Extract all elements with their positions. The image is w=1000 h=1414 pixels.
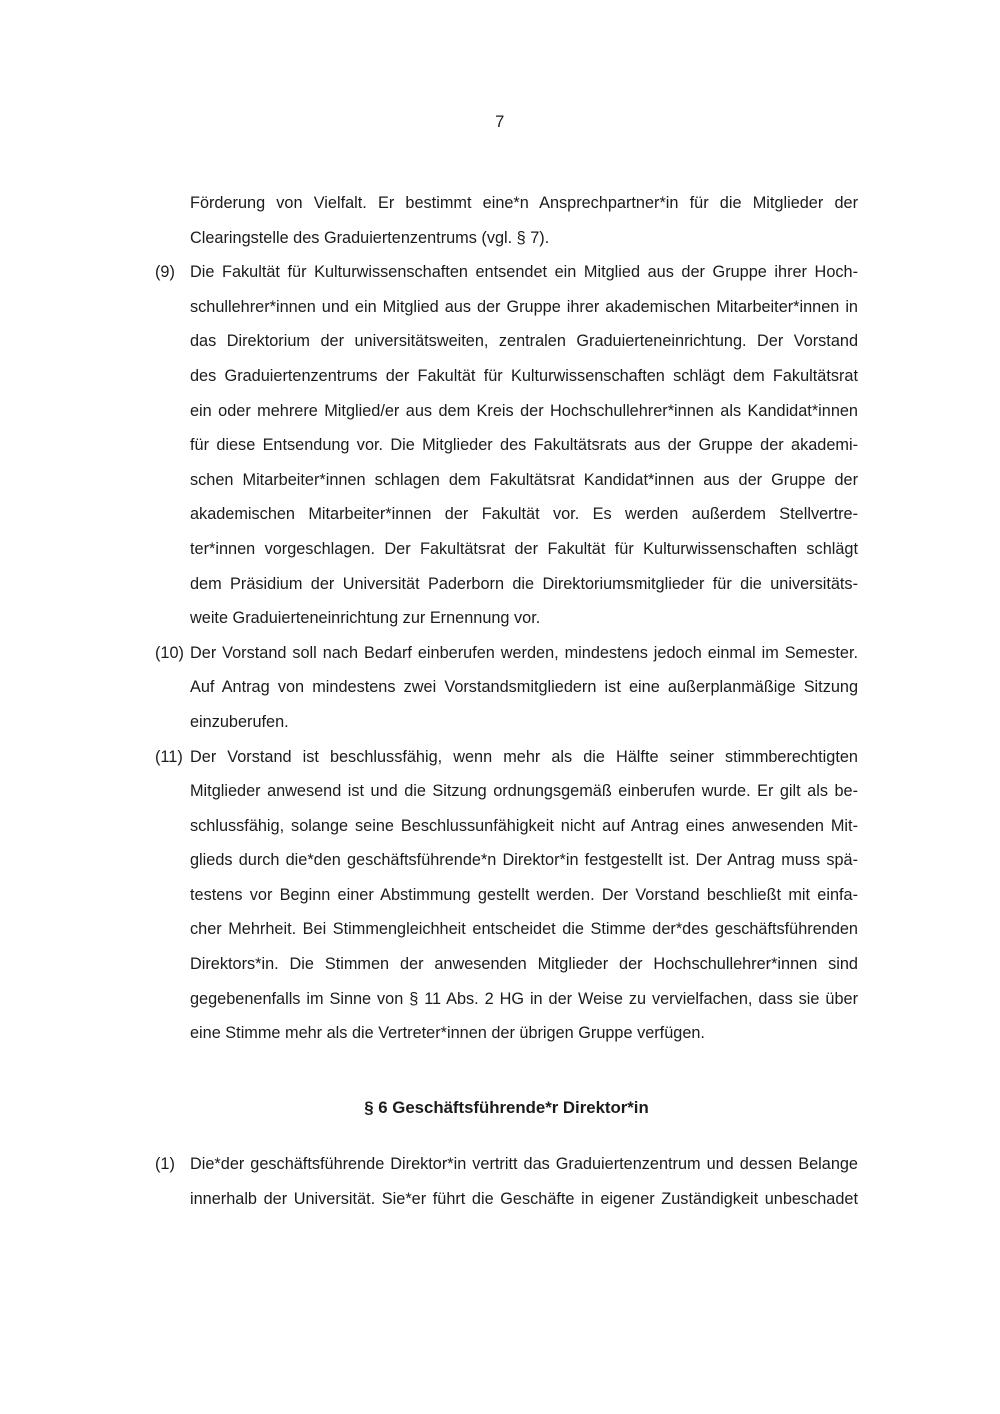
text-line: für diese Entsendung vor. Die Mitglieder des Fakultätsrats aus der Gruppe der akademi- — [190, 436, 858, 455]
text-line: einzuberufen. — [190, 712, 289, 731]
paragraph-lines — [190, 186, 858, 255]
text-line: ter*innen vorgeschlagen. Der Fakultätsrat der Fakultät für Kulturwissenschaften schlägt — [190, 539, 858, 558]
text-line: Die Fakultät für Kulturwissenschaften entsendet ein Mitglied aus der Gruppe ihrer Hoch- — [190, 263, 858, 282]
text-line: cher Mehrheit. Bei Stimmengleichheit entscheidet die Stimme der*des geschäftsführenden — [190, 920, 858, 939]
paragraph-lines — [190, 1147, 858, 1216]
text-line: glieds durch die*den geschäftsführende*n Direktor*in festgestellt ist. Der Antrag muss spä- — [190, 851, 858, 870]
text-line: schlussfähig, solange seine Beschlussunfähigkeit nicht auf Antrag eines anwesenden Mit- — [190, 816, 858, 835]
list-item-marker: (1) — [155, 1155, 175, 1174]
section-heading: § 6 Geschäftsführende*r Direktor*in — [364, 1097, 649, 1117]
page-number: 7 — [495, 113, 505, 131]
text-line: des Graduiertenzentrums der Fakultät für Kulturwissenschaften schlägt dem Fakultätsrat — [190, 366, 858, 385]
text-line: Auf Antrag von mindestens zwei Vorstandsmitgliedern ist eine außerplanmäßige Sitzung — [190, 678, 858, 697]
text-line: Der Vorstand soll nach Bedarf einberufen werden, mindestens jedoch einmal im Semester. — [190, 643, 858, 662]
text-line: akademischen Mitarbeiter*innen der Fakultät vor. Es werden außerdem Stellvertre- — [190, 505, 858, 524]
paragraph-lines — [190, 255, 858, 636]
paragraph-11 — [155, 740, 858, 1051]
text-line: eine Stimme mehr als die Vertreter*innen der übrigen Gruppe verfügen. — [190, 1024, 705, 1043]
paragraph-1 — [155, 1147, 858, 1216]
text-line: dem Präsidium der Universität Paderborn die Direktoriumsmitglieder für die universitäts- — [190, 574, 858, 593]
text-line: Mitglieder anwesend ist und die Sitzung ordnungsgemäß einberufen wurde. Er gilt als be- — [190, 782, 858, 801]
text-line: Der Vorstand ist beschlussfähig, wenn mehr als die Hälfte seiner stimmberechtigten — [190, 747, 858, 766]
text-line: schen Mitarbeiter*innen schlagen dem Fakultätsrat Kandidat*innen aus der Gruppe der — [190, 470, 858, 489]
text-line: das Direktorium der universitätsweiten, zentralen Graduierteneinrichtung. Der Vorstand — [190, 332, 858, 351]
document-body — [155, 186, 858, 1217]
text-line: weite Graduierteneinrichtung zur Ernennung vor. — [190, 609, 541, 628]
paragraph-continuation — [155, 186, 858, 255]
text-line: Förderung von Vielfalt. Er bestimmt eine*n Ansprechpartner*in für die Mitglieder der — [190, 194, 858, 212]
text-line: gegebenenfalls im Sinne von § 11 Abs. 2 HG in der Weise zu vervielfachen, dass sie über — [190, 989, 858, 1008]
text-line: schullehrer*innen und ein Mitglied aus der Gruppe ihrer akademischen Mitarbeiter*innen in — [190, 297, 858, 316]
list-item-marker: (10) — [155, 643, 184, 662]
paragraph-10 — [155, 636, 858, 740]
list-item-marker: (11) — [155, 747, 183, 766]
text-line: Clearingstelle des Graduiertenzentrums (vgl. § 7). — [190, 228, 550, 247]
text-line: testens vor Beginn einer Abstimmung gestellt werden. Der Vorstand beschließt mit einfa- — [190, 885, 858, 904]
text-line: Die*der geschäftsführende Direktor*in vertritt das Graduiertenzentrum und dessen Belange — [190, 1155, 858, 1174]
text-line: ein oder mehrere Mitglied/er aus dem Kreis der Hochschullehrer*innen als Kandidat*innen — [190, 401, 858, 420]
paragraph-lines — [190, 740, 858, 1051]
paragraph-9 — [155, 255, 858, 636]
text-line: Direktors*in. Die Stimmen der anwesenden Mitglieder der Hochschullehrer*innen sind — [190, 955, 858, 974]
text-line: innerhalb der Universität. Sie*er führt die Geschäfte in eigener Zuständigkeit unbeschadet — [190, 1190, 858, 1209]
paragraph-lines — [190, 636, 858, 740]
list-item-marker: (9) — [155, 263, 175, 282]
